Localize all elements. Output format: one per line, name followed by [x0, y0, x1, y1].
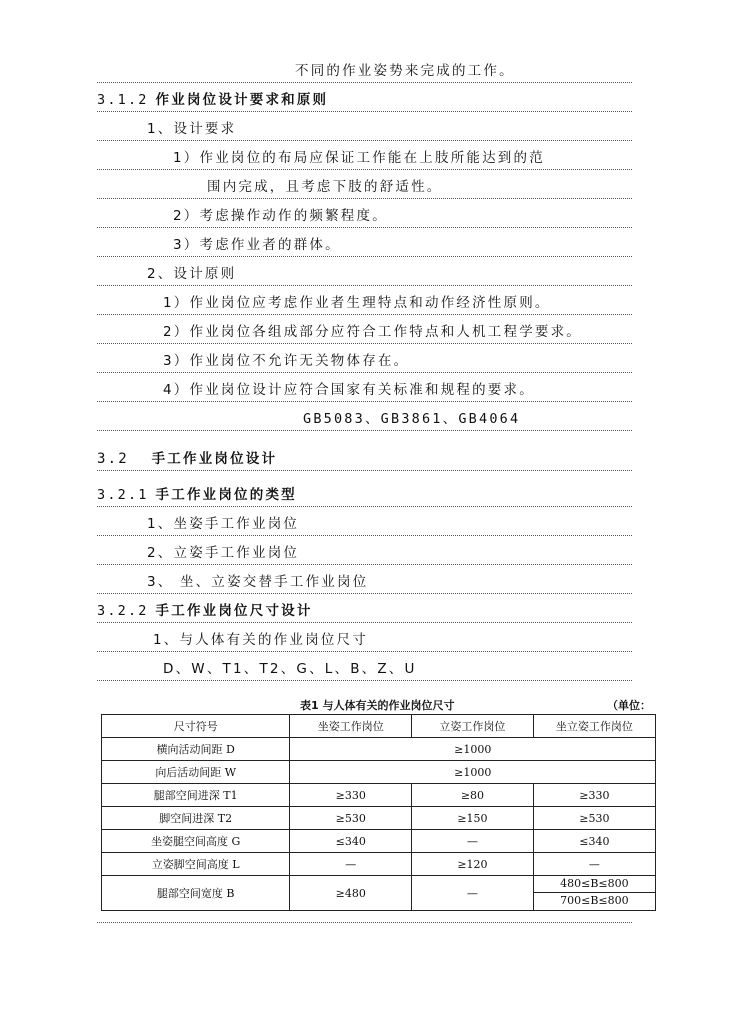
table-cell: ≥330: [290, 784, 412, 807]
line-text: 3、 坐、立姿交替手工作业岗位: [147, 574, 369, 590]
line-text: 1）作业岗位应考虑作业者生理特点和动作经济性原则。: [163, 295, 551, 311]
table-unit: （单位：: [607, 699, 651, 712]
table-cell: ≥330: [533, 784, 655, 807]
text-line: [97, 53, 632, 83]
table-cell-label: 立姿脚空间高度 L: [102, 853, 290, 876]
section-title: 作业岗位设计要求和原则: [155, 92, 329, 108]
table-cell: ≥120: [412, 853, 534, 876]
section-number: 3.2.1: [97, 487, 149, 503]
table-cell: ≥150: [412, 807, 534, 830]
text-line: [97, 169, 632, 199]
table-cell: ≥530: [533, 807, 655, 830]
table-header: 立姿工作岗位: [412, 715, 534, 738]
line-text: 4）作业岗位设计应符合国家有关标准和规程的要求。: [163, 382, 535, 398]
section-title: 手工作业岗位尺寸设计: [155, 603, 313, 619]
text-line: [97, 198, 632, 228]
table-row: [102, 807, 656, 830]
table-cell: —: [412, 830, 534, 853]
line-text: 3）作业岗位不允许无关物体存在。: [163, 353, 410, 369]
table-cell-label: 横向活动间距 D: [102, 738, 290, 761]
table-cell: 700≤B≤800: [560, 894, 629, 907]
table-cell: 480≤B≤800: [534, 876, 655, 893]
table-cell-label: 向后活动间距 W: [102, 761, 290, 784]
text-line: [97, 506, 632, 536]
text-line: [97, 111, 632, 141]
section-heading-3-2: [97, 440, 632, 471]
text-line: [97, 285, 632, 315]
table-cell: —: [412, 876, 534, 911]
line-text: 2）考虑操作动作的频繁程度。: [173, 208, 388, 224]
line-text: 1）作业岗位的布局应保证工作能在上肢所能达到的范: [173, 150, 545, 166]
table-row: [102, 853, 656, 876]
table-cell: —: [290, 853, 412, 876]
dimension-symbols: D、W、T1、T2、G、L、B、Z、U: [163, 661, 417, 677]
table-row: [102, 761, 656, 784]
standards-list: GB5083、GB3861、GB4064: [303, 411, 521, 427]
text-line: [97, 140, 632, 170]
line-text: 1、坐姿手工作业岗位: [147, 516, 300, 532]
table-row: [102, 784, 656, 807]
table-cell-label: 坐姿腿空间高度 G: [102, 830, 290, 853]
text-line: [97, 314, 632, 344]
text-line: [97, 227, 632, 257]
bottom-rule: [97, 922, 632, 923]
section-heading-3-2-2: [97, 593, 632, 623]
table-cell: ≥1000: [290, 738, 656, 761]
table-header: 尺寸符号: [102, 715, 290, 738]
table-cell: ≥80: [412, 784, 534, 807]
table-cell-split: [533, 876, 655, 911]
table-cell: ≥1000: [290, 761, 656, 784]
table-cell-label: 脚空间进深 T2: [102, 807, 290, 830]
text-line: [97, 651, 632, 681]
table-header: 坐姿工作岗位: [290, 715, 412, 738]
table-cell: ≥530: [290, 807, 412, 830]
dimension-table: [101, 714, 656, 911]
section-number: 3.1.2: [97, 92, 149, 108]
section-heading-3-1-2: [97, 82, 632, 112]
line-text: 1、设计要求: [147, 121, 237, 137]
table-header-row: [102, 715, 656, 738]
table-cell: —: [533, 853, 655, 876]
section-number: 3.2.2: [97, 603, 149, 619]
table-row: [102, 830, 656, 853]
text-line: [97, 372, 632, 402]
table-header: 坐立姿工作岗位: [533, 715, 655, 738]
section-heading-3-2-1: [97, 477, 632, 507]
table-row: [102, 738, 656, 761]
table-cell: ≤340: [290, 830, 412, 853]
text-line: [97, 343, 632, 373]
table-cell-label: 腿部空间进深 T1: [102, 784, 290, 807]
split-cell: [534, 876, 655, 910]
text-line: [97, 564, 632, 594]
text-line: [97, 535, 632, 565]
table-title: 表1 与人体有关的作业岗位尺寸: [300, 699, 455, 712]
table-cell: ≥480: [290, 876, 412, 911]
line-text: 2、设计原则: [147, 266, 237, 282]
text-line: [97, 256, 632, 286]
section-title: 手工作业岗位的类型: [155, 487, 297, 503]
line-text: 1、与人体有关的作业岗位尺寸: [153, 632, 368, 648]
table-row: [102, 876, 656, 911]
table-cell-label: 腿部空间宽度 B: [102, 876, 290, 911]
line-text: 2、立姿手工作业岗位: [147, 545, 300, 561]
line-text: 不同的作业姿势来完成的工作。: [295, 63, 515, 79]
table-cell: ≤340: [533, 830, 655, 853]
line-text: 3）考虑作业者的群体。: [173, 237, 341, 253]
text-line: [97, 401, 632, 431]
text-line: [97, 622, 632, 652]
section-number: 3.2: [97, 451, 129, 467]
section-title: 手工作业岗位设计: [151, 451, 278, 467]
line-text: 2）作业岗位各组成部分应符合工作特点和人机工程学要求。: [163, 324, 582, 340]
line-text: 围内完成，且考虑下肢的舒适性。: [207, 179, 443, 195]
